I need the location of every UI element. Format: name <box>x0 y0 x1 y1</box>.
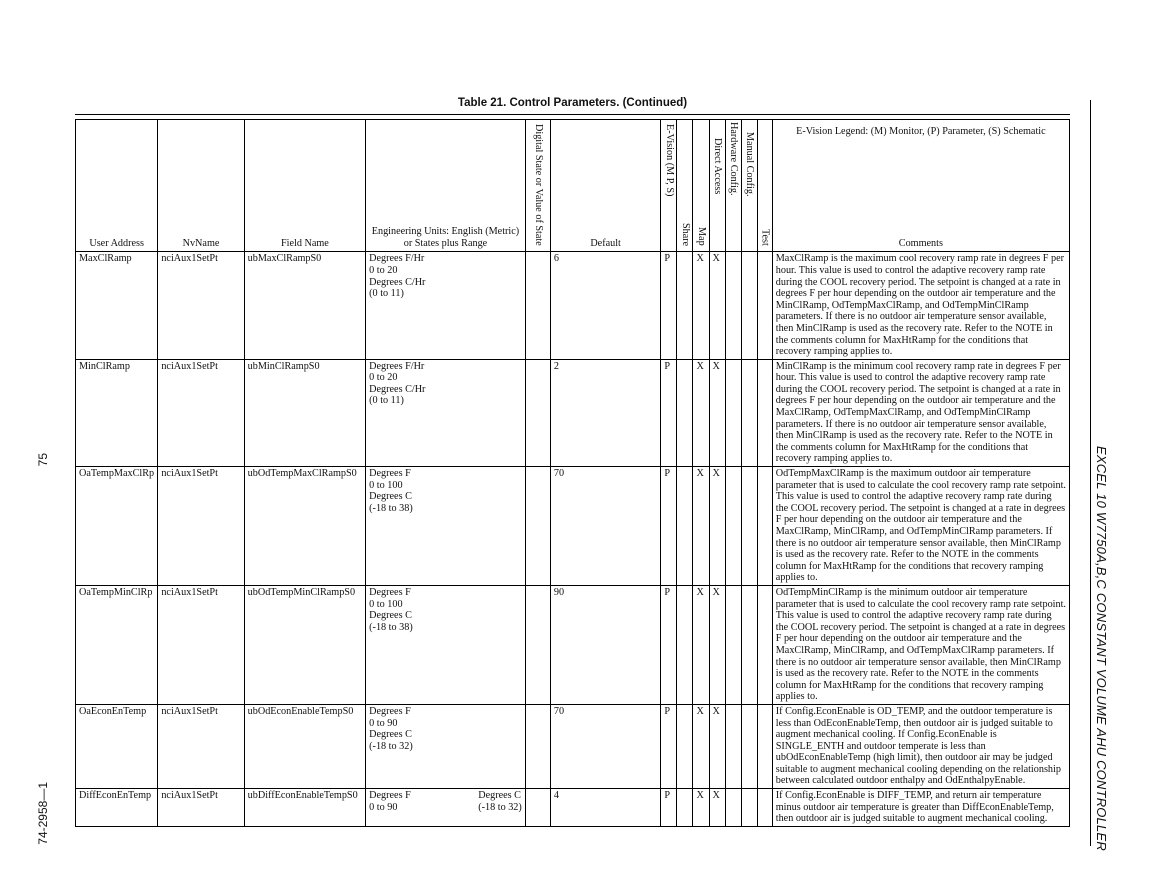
user-address-cell: MinClRamp <box>76 359 158 466</box>
header-direct-access: Direct Access <box>712 138 724 195</box>
map-cell: X <box>693 789 709 827</box>
header-test-cell <box>757 120 772 252</box>
share-cell <box>677 704 693 788</box>
manual-config-cell <box>741 585 757 704</box>
field-name-cell: ubOdTempMinClRampS0 <box>244 585 365 704</box>
test-cell <box>757 467 772 586</box>
default-cell: 70 <box>550 704 660 788</box>
nvname-cell: nciAux1SetPt <box>158 789 244 827</box>
evision-cell: P <box>661 252 677 359</box>
nvname-cell: nciAux1SetPt <box>158 704 244 788</box>
field-name-cell: ubMinClRampS0 <box>244 359 365 466</box>
test-cell <box>757 359 772 466</box>
header-share-cell <box>677 120 693 252</box>
evision-cell: P <box>661 704 677 788</box>
table-row <box>76 789 1070 827</box>
direct-access-cell: X <box>709 359 725 466</box>
direct-access-cell: X <box>709 252 725 359</box>
comments-cell: OdTempMaxClRamp is the maximum outdoor air temperature parameter that is used to calculate the cool recovery ramp rate setpoint. This value is used to control the adaptive recovery ramp rate during the COOL recovery period. The setpoint is changed at a rate in degrees F per hour depending on the outdoor air temperature and the MaxClRamp, MinClRamp, and OdTempMinClRamp parameters. If there is no outdoor air temperature sensor available, then MinClRamp is used as the recovery rate. Refer to the NOTE in the comments column for MaxHtRamp for the conditions that recovery ramping applies to. <box>772 467 1069 586</box>
direct-access-cell: X <box>709 467 725 586</box>
header-manual-config-cell <box>741 120 757 252</box>
manual-config-cell <box>741 252 757 359</box>
header-user-address: User Address <box>76 120 158 252</box>
share-cell <box>677 359 693 466</box>
map-cell: X <box>693 467 709 586</box>
table-row <box>76 467 1070 586</box>
header-default: Default <box>550 120 660 252</box>
control-parameters-table <box>75 119 1070 827</box>
hardware-config-cell <box>725 585 741 704</box>
header-hardware-config-cell <box>725 120 741 252</box>
map-cell: X <box>693 359 709 466</box>
hardware-config-cell <box>725 704 741 788</box>
header-manual-config: Manual Config. <box>744 132 756 197</box>
nvname-cell: nciAux1SetPt <box>158 252 244 359</box>
evision-cell: P <box>661 789 677 827</box>
header-map: Map <box>695 227 707 246</box>
user-address-cell: OaTempMaxClRp <box>76 467 158 586</box>
header-row <box>76 120 1070 252</box>
hardware-config-cell <box>725 359 741 466</box>
engineering-units-cell: Degrees F/Hr 0 to 20 Degrees C/Hr (0 to 11) <box>366 359 526 466</box>
table-row <box>76 585 1070 704</box>
default-cell: 4 <box>550 789 660 827</box>
field-name-cell: ubDiffEconEnableTempS0 <box>244 789 365 827</box>
comments-cell: MaxClRamp is the maximum cool recovery ramp rate in degrees F per hour. This value is used to control the adaptive recovery ramp rate during the COOL recovery period. The setpoint is changed at a rate in degrees F per hour depending on the outdoor air temperature and the MinClRamp, OdTempMaxClRamp, and OdTempMinClRamp parameters. If there is no outdoor air temperature sensor available, then MinClRamp is used as the recovery rate. Refer to the NOTE in the comments column for MaxHtRamp for the conditions that recovery ramping applies to. <box>772 252 1069 359</box>
nvname-cell: nciAux1SetPt <box>158 359 244 466</box>
share-cell <box>677 467 693 586</box>
header-engineering-units: Engineering Units: English (Metric) or States plus Range <box>366 120 526 252</box>
header-map-cell <box>693 120 709 252</box>
digital-state-cell <box>525 704 550 788</box>
running-title-rule <box>1090 100 1091 846</box>
comments-cell: MinClRamp is the minimum cool recovery ramp rate in degrees F per hour. This value is used to control the adaptive recovery ramp rate during the COOL recovery period. The setpoint is changed at a rate in degrees F per hour depending on the outdoor air temperature and the MaxClRamp, OdTempMaxClRamp, and OdTempMinClRamp parameters. If there is no outdoor air temperature sensor available, then MinClRamp is used as the recovery rate. Refer to the NOTE in the comments column for MaxHtRamp for the conditions that recovery ramping applies to. <box>772 359 1069 466</box>
engineering-units-cell: Degrees F 0 to 100 Degrees C (-18 to 38) <box>366 467 526 586</box>
test-cell <box>757 704 772 788</box>
digital-state-cell <box>525 789 550 827</box>
doc-number: 74-2958—1 <box>36 782 50 845</box>
map-cell: X <box>693 704 709 788</box>
user-address-cell: MaxClRamp <box>76 252 158 359</box>
user-address-cell: OaEconEnTemp <box>76 704 158 788</box>
comments-cell: OdTempMinClRamp is the minimum outdoor air temperature parameter that is used to calculate the cool recovery ramp rate setpoint. This value is used to control the adaptive recovery ramp rate during the COOL recovery period. The setpoint is changed at a rate in degrees F per hour depending on the outdoor air temperature and the MaxClRamp, MinClRamp, and OdTempMaxClRamp parameters. If there is no outdoor air temperature sensor available, then MinClRamp is used as the recovery rate. Refer to the NOTE in the comments column for MaxHtRamp for the conditions that recovery ramping applies to. <box>772 585 1069 704</box>
user-address-cell: DiffEconEnTemp <box>76 789 158 827</box>
engineering-units-english: Degrees F 0 to 90 <box>369 790 411 813</box>
manual-config-cell <box>741 359 757 466</box>
header-digital-state: Digital State or Value of State <box>532 124 544 246</box>
table-title: Table 21. Control Parameters. (Continued) <box>457 97 688 109</box>
running-title: EXCEL 10 W7750A,B,C CONSTANT VOLUME AHU CONTROLLER <box>1094 446 1109 851</box>
table-row <box>76 704 1070 788</box>
nvname-cell: nciAux1SetPt <box>158 585 244 704</box>
engineering-units-cell: Degrees F/Hr 0 to 20 Degrees C/Hr (0 to 11) <box>366 252 526 359</box>
digital-state-cell <box>525 585 550 704</box>
hardware-config-cell <box>725 252 741 359</box>
evision-cell: P <box>661 359 677 466</box>
header-digital-state-cell <box>525 120 550 252</box>
field-name-cell: ubOdTempMaxClRampS0 <box>244 467 365 586</box>
share-cell <box>677 789 693 827</box>
table-row <box>76 252 1070 359</box>
table-row <box>76 359 1070 466</box>
header-test: Test <box>759 228 771 246</box>
engineering-units-cell: Degrees F 0 to 90 Degrees C (-18 to 32) <box>366 704 526 788</box>
default-cell: 6 <box>550 252 660 359</box>
share-cell <box>677 585 693 704</box>
header-comments: Comments <box>898 237 943 249</box>
comments-cell: If Config.EconEnable is DIFF_TEMP, and return air temperature minus outdoor air temperature is greater than DiffEconEnableTemp, then outdoor air is judged suitable to augment mechanical cooling. <box>772 789 1069 827</box>
share-cell <box>677 252 693 359</box>
manual-config-cell <box>741 789 757 827</box>
evision-legend: E-Vision Legend: (M) Monitor, (P) Parameter, (S) Schematic <box>796 126 1046 137</box>
direct-access-cell: X <box>709 704 725 788</box>
direct-access-cell: X <box>709 585 725 704</box>
evision-cell: P <box>661 467 677 586</box>
header-nvname: NvName <box>158 120 244 252</box>
test-cell <box>757 789 772 827</box>
hardware-config-cell <box>725 789 741 827</box>
nvname-cell: nciAux1SetPt <box>158 467 244 586</box>
title-rule <box>75 114 1070 115</box>
digital-state-cell <box>525 467 550 586</box>
map-cell: X <box>693 252 709 359</box>
comments-cell: If Config.EconEnable is OD_TEMP, and the outdoor temperature is less than OdEconEnableTemp, then outdoor air is judged suitable to augment mechanical cooling. If Config.EconEnable is SINGLE_ENTH and outdoor temperate is less than ubOdEconEnableTemp (high limit), then outdoor air may be judged suitable to augment mechanical cooling depending on the relationship between calculated outdoor enthalpy and OdEnthalpyEnable. <box>772 704 1069 788</box>
header-evision-cell <box>661 120 677 252</box>
header-field-name: Field Name <box>244 120 365 252</box>
header-evision: E-Vision (M P, S) <box>663 124 675 197</box>
field-name-cell: ubOdEconEnableTempS0 <box>244 704 365 788</box>
default-cell: 70 <box>550 467 660 586</box>
digital-state-cell <box>525 359 550 466</box>
header-comments-cell <box>772 120 1069 252</box>
manual-config-cell <box>741 704 757 788</box>
field-name-cell: ubMaxClRampS0 <box>244 252 365 359</box>
default-cell: 90 <box>550 585 660 704</box>
test-cell <box>757 585 772 704</box>
digital-state-cell <box>525 252 550 359</box>
user-address-cell: OaTempMinClRp <box>76 585 158 704</box>
engineering-units-metric: Degrees C (-18 to 32) <box>478 790 522 813</box>
manual-config-cell <box>741 467 757 586</box>
test-cell <box>757 252 772 359</box>
engineering-units-cell <box>366 789 526 827</box>
engineering-units-cell: Degrees F 0 to 100 Degrees C (-18 to 38) <box>366 585 526 704</box>
evision-cell: P <box>661 585 677 704</box>
hardware-config-cell <box>725 467 741 586</box>
default-cell: 2 <box>550 359 660 466</box>
header-direct-access-cell <box>709 120 725 252</box>
page-number: 75 <box>36 453 50 467</box>
map-cell: X <box>693 585 709 704</box>
direct-access-cell: X <box>709 789 725 827</box>
header-share: Share <box>679 222 691 246</box>
header-hardware-config: Hardware Config. <box>728 122 740 196</box>
